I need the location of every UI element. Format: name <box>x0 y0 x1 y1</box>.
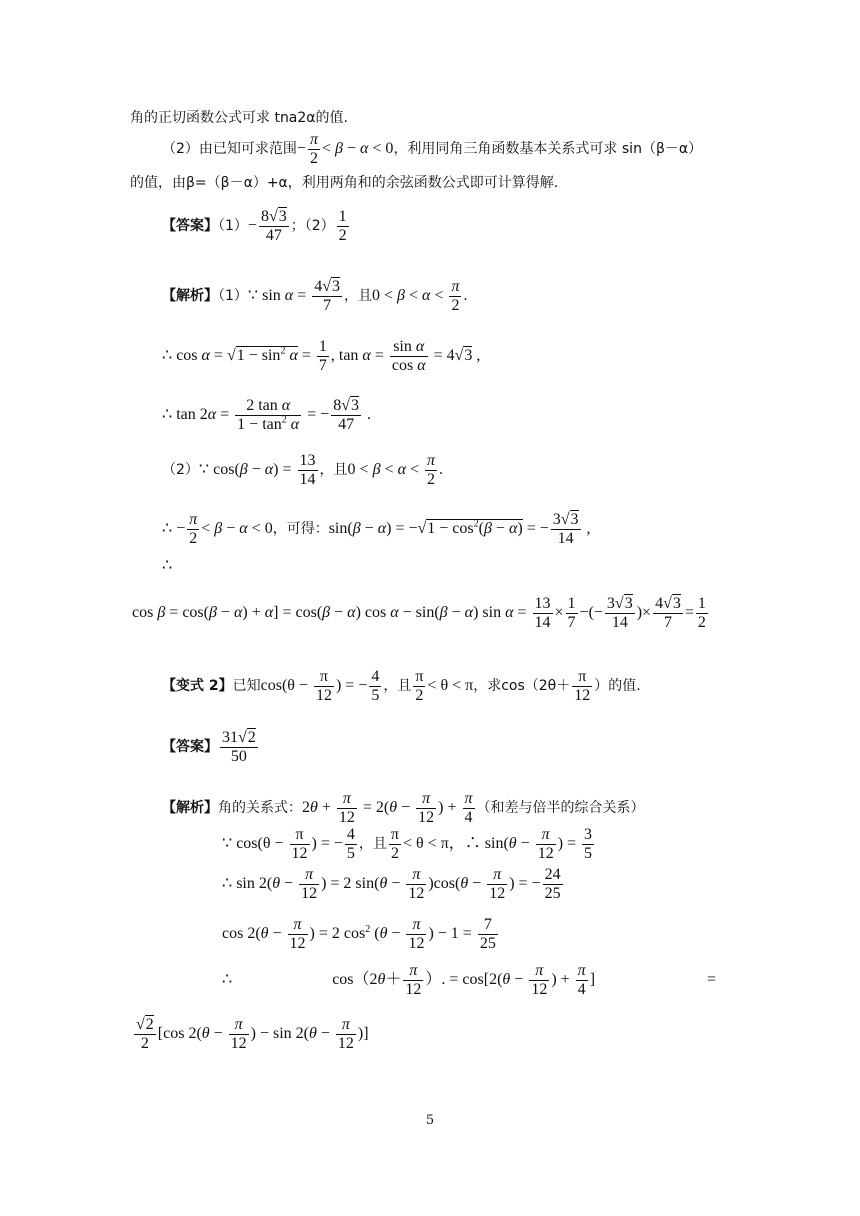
answer-label: 【答案】 <box>162 739 218 756</box>
text-line-2: （2）由已知可求范围− $\frac{\pi}{2}$ < β − α < 0，利用同角三角函数基本关系式可求 sin（β－α） <box>162 131 703 167</box>
solution-label: 【解析】 <box>162 288 218 305</box>
text-segment: 角的关系式： <box>218 800 302 817</box>
because-symbol: ∵ <box>198 461 210 479</box>
therefore-symbol: ∴ <box>464 835 481 853</box>
text-segment: ）的值. <box>594 678 641 695</box>
answer-2: 【答案】 $\frac{31√2}{50}$ <box>162 729 256 765</box>
solution-line-2: ∴ $\cos \alpha = √1 - \sin^2 \alpha$ = $\frac{1}{7}$ , tan α = $\frac{\text{sin α}}{\text{cos α}}$ = 4√3 , <box>162 338 481 374</box>
solution-label: 【解析】 <box>162 800 218 817</box>
text-segment: ，且 <box>344 288 372 305</box>
solution2-line-6: $\frac{√2}{2}$ [cos 2(θ − $\frac{\pi}{12}$ ) − sin 2(θ − $\frac{\pi}{12}$ )] <box>136 1016 369 1052</box>
text-segment: 已知 <box>232 678 261 695</box>
solution2-line-5: ∴ cos（2θ＋ $\frac{\pi}{12}$ ）. = cos[2(θ − $\frac{\pi}{12}$ ) + $\frac{\pi}{4}$ ] = <box>222 962 717 998</box>
solution2-line-4: cos 2(θ − $\frac{\pi}{12}$ ) = 2 $\cos^2 (\theta$ − $\frac{\pi}{12}$ ) − 1 = $\frac{7}{25}$ <box>222 916 496 952</box>
answer-label: 【答案】 <box>162 218 218 235</box>
text-segment: （1） <box>218 288 248 305</box>
therefore-symbol: ∴ <box>162 406 173 424</box>
therefore-line: ∴ <box>162 557 173 574</box>
solution-line-1: 【解析】（1）∵ sin α = $\frac{4√3}{7}$ ，且0 < β < α < $\frac{\pi}{2}$ . <box>162 278 468 314</box>
therefore-symbol: ∴ <box>222 971 233 989</box>
because-symbol: ∵ <box>247 287 259 305</box>
text-line-3: 的值，由β=（β－α）+α，利用两角和的余弦函数公式即可计算得解. <box>130 175 559 191</box>
text-segment: （2）由已知可求范围 <box>162 141 297 158</box>
answer-1: 【答案】（1）− $\frac{8√3}{47}$ ；（2） $\frac{1}{2}$ <box>162 208 347 244</box>
therefore-symbol: ∴ <box>222 875 233 893</box>
text-segment: ，且 <box>358 836 387 853</box>
therefore-symbol: ∴ <box>162 520 173 538</box>
solution2-line-2: ∵ cos(θ − $\frac{\pi}{12}$ ) = − $\frac{4}{5}$ ，且 $\frac{\pi}{2}$ < θ < π，∴ sin(θ − $\frac{\pi}{12}$ ) = $\frac{3}{5}$ <box>222 826 593 862</box>
variant-label: 【变式 2】 <box>162 678 233 695</box>
solution-line-4: （2）∵ cos(β − α) = $\frac{13}{14}$ ，且0 < β < α < $\frac{\pi}{2}$ . <box>162 452 444 488</box>
solution-line-3: ∴ tan 2α = $\frac{\text{2 tan α}}{1 - \tan^2 \alpha}$ = − $\frac{8√3}{47}$ . <box>162 397 371 433</box>
text-segment: （1） <box>218 218 248 235</box>
page-number: 5 <box>425 1113 435 1128</box>
therefore-symbol: ∴ <box>162 347 173 365</box>
solution2-line-1: 【解析】角的关系式：2θ + $\frac{\pi}{12}$ = 2(θ − $\frac{\pi}{12}$ ) + $\frac{\pi}{4}$ （和差与倍半的综合关系） <box>162 790 645 826</box>
text-segment: ，求cos（2θ＋ <box>473 678 571 695</box>
solution2-line-3: ∴ sin 2(θ − $\frac{\pi}{12}$ ) = 2 sin(θ − $\frac{\pi}{12}$ )cos(θ − $\frac{\pi}{12}$ ) = − $\frac{24}{25}$ <box>222 866 561 902</box>
text-segment: （和差与倍半的综合关系） <box>476 800 645 817</box>
text-segment: ，可得： <box>272 521 329 538</box>
solution-line-6: cos β = cos(β − α) + α] = cos(β − α) cos α − sin(β − α) sin α = $\frac{13}{14}$ × $\frac{1}{7}$ −(− $\frac{3√3}{14}$ )× $\frac{4√3}{7}$ = $\frac{1}{2}$ <box>132 595 706 631</box>
text-segment: ，利用同角三角函数基本关系式可求 sin（β－α） <box>393 141 703 158</box>
text-segment: ，且 <box>383 678 412 695</box>
solution-line-5: ∴ − $\frac{\pi}{2}$ < β − α < 0，可得：$\sin(\beta - \alpha) = -√1 - \cos^2(\beta - \alpha)$ = − $\frac{3√3}{14}$ , <box>162 511 591 547</box>
text-segment: （2） <box>162 462 199 479</box>
because-symbol: ∵ <box>222 835 233 853</box>
text-line-1: 角的正切函数公式可求 tna2α的值. <box>130 110 348 126</box>
variant-2-question: 【变式 2】已知cos(θ − $\frac{\pi}{12}$ ) = − $\frac{4}{5}$ ，且 $\frac{\pi}{2}$ < θ < π，求cos（2θ＋ $\frac{\pi}{12}$ ）的值. <box>162 668 641 704</box>
text-segment: ；（2） <box>290 218 335 235</box>
text-segment: ，且 <box>319 462 348 479</box>
